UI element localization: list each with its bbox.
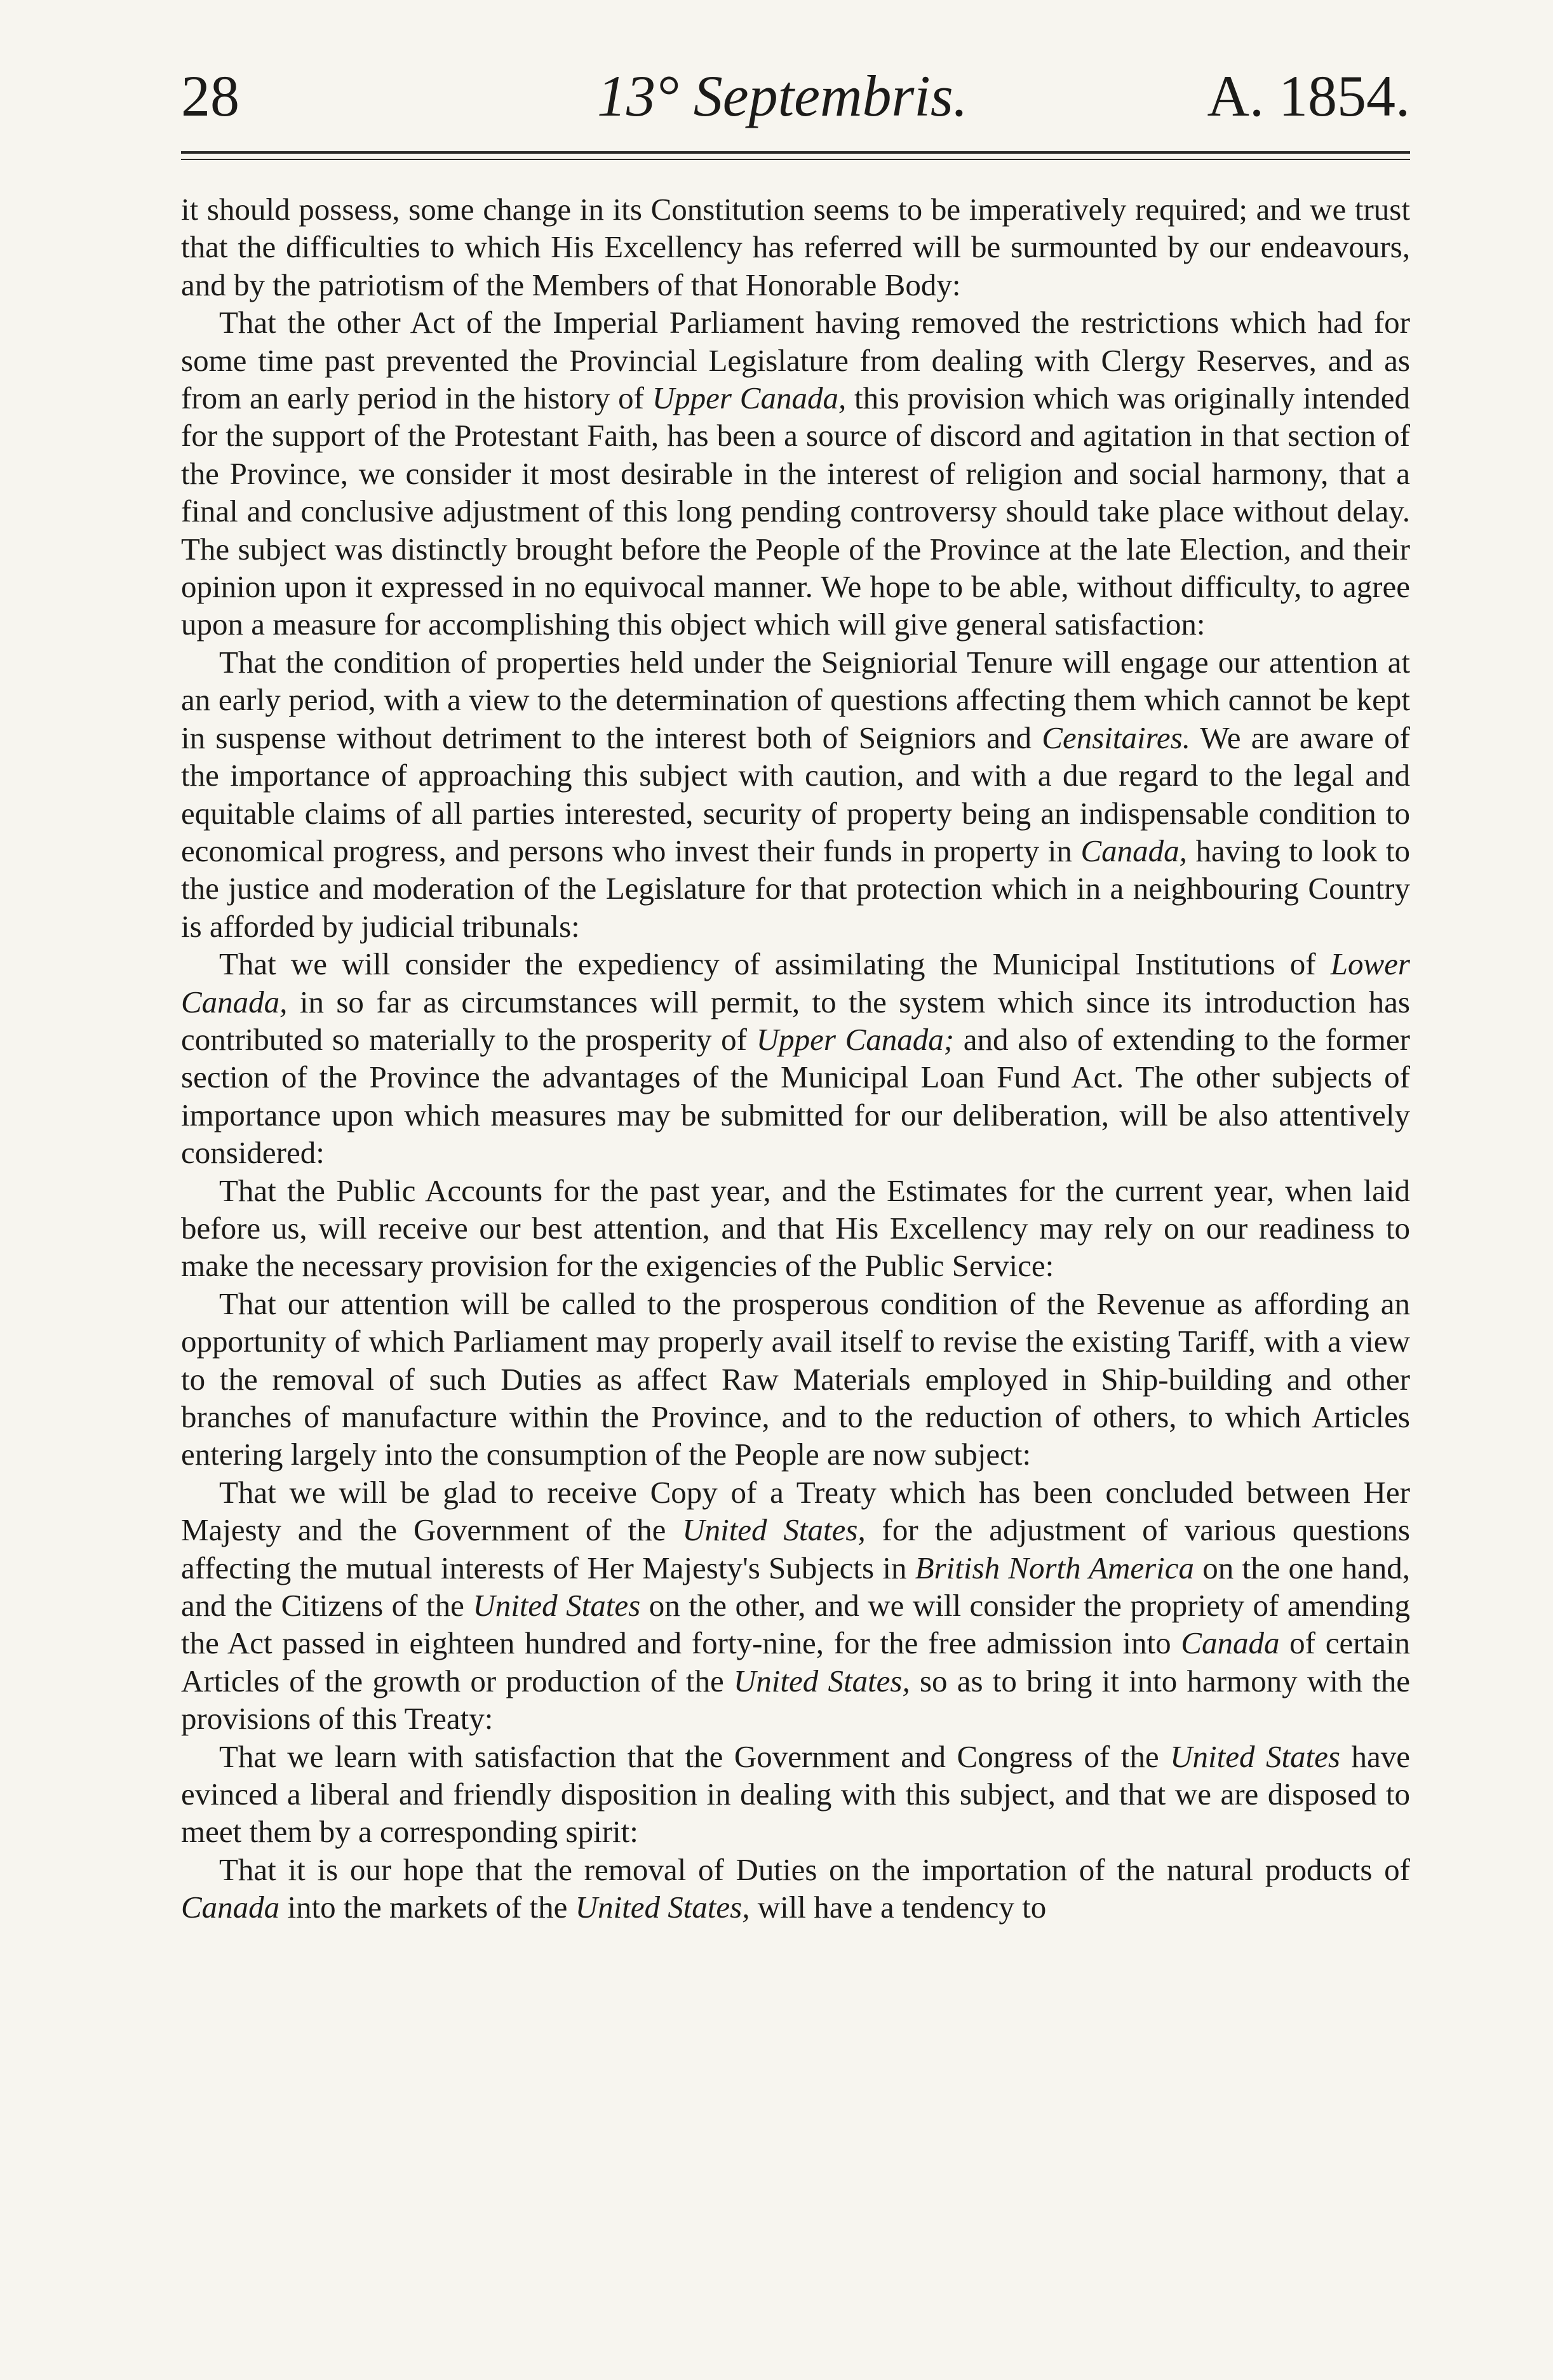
text-segment: into the markets of the bbox=[279, 1890, 575, 1925]
italic-text: United States, bbox=[682, 1512, 866, 1548]
text-segment: for the adjustment of various questions affecting the mutual interests of Her Majesty's Subjects in bbox=[181, 1512, 1410, 1585]
document-body bbox=[181, 191, 1410, 1926]
text-segment: That it is our hope that the removal of Duties on the importation of the natural products of bbox=[219, 1852, 1410, 1887]
paragraph bbox=[181, 945, 1410, 1171]
header-year: A. 1854. bbox=[1207, 64, 1410, 128]
text-segment: in so far as circumstances will permit, to the system which since its introduction has contributed so materially to the prosperity of bbox=[181, 984, 1410, 1057]
italic-text: Canada bbox=[1181, 1625, 1280, 1661]
paragraph bbox=[181, 1285, 1410, 1474]
paragraph bbox=[181, 304, 1410, 643]
italic-text: Canada bbox=[181, 1890, 280, 1925]
paragraph bbox=[181, 643, 1410, 945]
italic-text: Canada, bbox=[1080, 833, 1187, 868]
text-segment: so as to bring it into harmony with the provisions of this Treaty: bbox=[181, 1663, 1410, 1737]
paragraph bbox=[181, 1738, 1410, 1851]
header-rule bbox=[181, 151, 1410, 154]
text-segment: of certain Articles of the growth or production of the bbox=[181, 1625, 1410, 1698]
italic-text: Censitaires. bbox=[1042, 720, 1190, 755]
text-segment: and also of extending to the former section of the Province the advantages of the Municipal Loan Fund Act. The other subjects of importance upon which measures may be submitted for our deliberation, will be also attentively considered: bbox=[181, 1021, 1410, 1171]
text-segment: on the one hand, and the Citizens of the bbox=[181, 1550, 1411, 1624]
paragraph bbox=[181, 1851, 1410, 1926]
text-segment: That we will consider the expediency of assimilating the Municipal Institutions of bbox=[219, 946, 1331, 982]
text-segment: That the condition of properties held under the Seigniorial Tenure will engage our attention at an early period, with a view to the determination of questions affecting them which cannot be kept in suspense without detriment to the interest both of Seigniors and bbox=[181, 644, 1410, 755]
paragraph bbox=[181, 1172, 1410, 1285]
italic-text: United States bbox=[473, 1588, 641, 1624]
italic-text: Upper Canada, bbox=[652, 380, 847, 416]
page-number: 28 bbox=[181, 64, 239, 128]
text-segment: That we learn with satisfaction that the Government and Congress of the bbox=[219, 1738, 1171, 1774]
paragraph bbox=[181, 191, 1410, 304]
italic-text: United States, bbox=[575, 1890, 750, 1925]
text-segment: it should possess, some change in its Constitution seems to be imperatively required; and we trust that the difficulties to which His Excellency has referred will be surmounted by our endeavours, and by the patriotism of the Members of that Honorable Body: bbox=[181, 192, 1410, 302]
text-segment: having to look to the justice and moderation of the Legislature for that protection which in a neighbouring Country is afforded by judicial tribunals: bbox=[181, 833, 1410, 944]
text-segment: will have a tendency to bbox=[750, 1890, 1047, 1925]
text-segment: That we will be glad to receive Copy of a Treaty which has been concluded between Her Majesty and the Government of the bbox=[181, 1474, 1410, 1548]
text-segment: That the other Act of the Imperial Parliament having removed the restrictions which had for some time past prevented the Provincial Legislature from dealing with Clergy Reserves, and as from an early period in the history of bbox=[181, 305, 1410, 416]
header-date: 13° Septembris. bbox=[597, 64, 968, 128]
italic-text: Lower Canada, bbox=[181, 946, 1410, 1019]
text-segment: this provision which was originally intended for the support of the Protestant Faith, has been a source of discord and agitation in that section of the Province, we consider it most desirable in the interest of religion and social harmony, that a final and conclusive adjustment of this long pending controversy should take place without delay. The subject was distinctly brought before the People of the Province at the late Election, and their opinion upon it expressed in no equivocal manner. We hope to be able, without difficulty, to agree upon a measure for accomplishing this object which will give general satisfaction: bbox=[181, 380, 1411, 642]
italic-text: British North America bbox=[915, 1550, 1195, 1585]
paragraph bbox=[181, 1474, 1410, 1738]
italic-text: Upper Canada; bbox=[756, 1021, 955, 1057]
text-segment: That the Public Accounts for the past year, and the Estimates for the current year, when laid before us, will receive our best attention, and that His Excellency may rely on our readiness to make the necessary provision for the exigencies of the Public Service: bbox=[181, 1173, 1410, 1284]
text-segment: on the other, and we will consider the propriety of amending the Act passed in eighteen hundred and forty-nine, for the free admission into bbox=[181, 1588, 1410, 1661]
text-segment: have evinced a liberal and friendly disposition in dealing with this subject, and that we are disposed to meet them by a corresponding spirit: bbox=[181, 1738, 1410, 1850]
text-segment: We are aware of the importance of approaching this subject with caution, and with a due regard to the legal and equitable claims of all parties interested, security of property being an indispensable condition to economical progress, and persons who invest their funds in property in bbox=[181, 720, 1410, 868]
text-segment: That our attention will be called to the prosperous condition of the Revenue as affording an opportunity of which Parliament may properly avail itself to revise the existing Tariff, with a view to the removal of such Duties as affect Raw Materials employed in Ship-building and other branches of manufacture within the Province, and to the reduction of others, to which Articles entering largely into the consumption of the People are now subject: bbox=[181, 1286, 1410, 1472]
header-rule-thin bbox=[181, 159, 1410, 160]
italic-text: United States bbox=[1170, 1738, 1340, 1774]
running-header bbox=[181, 55, 1410, 137]
italic-text: United States, bbox=[733, 1663, 910, 1698]
